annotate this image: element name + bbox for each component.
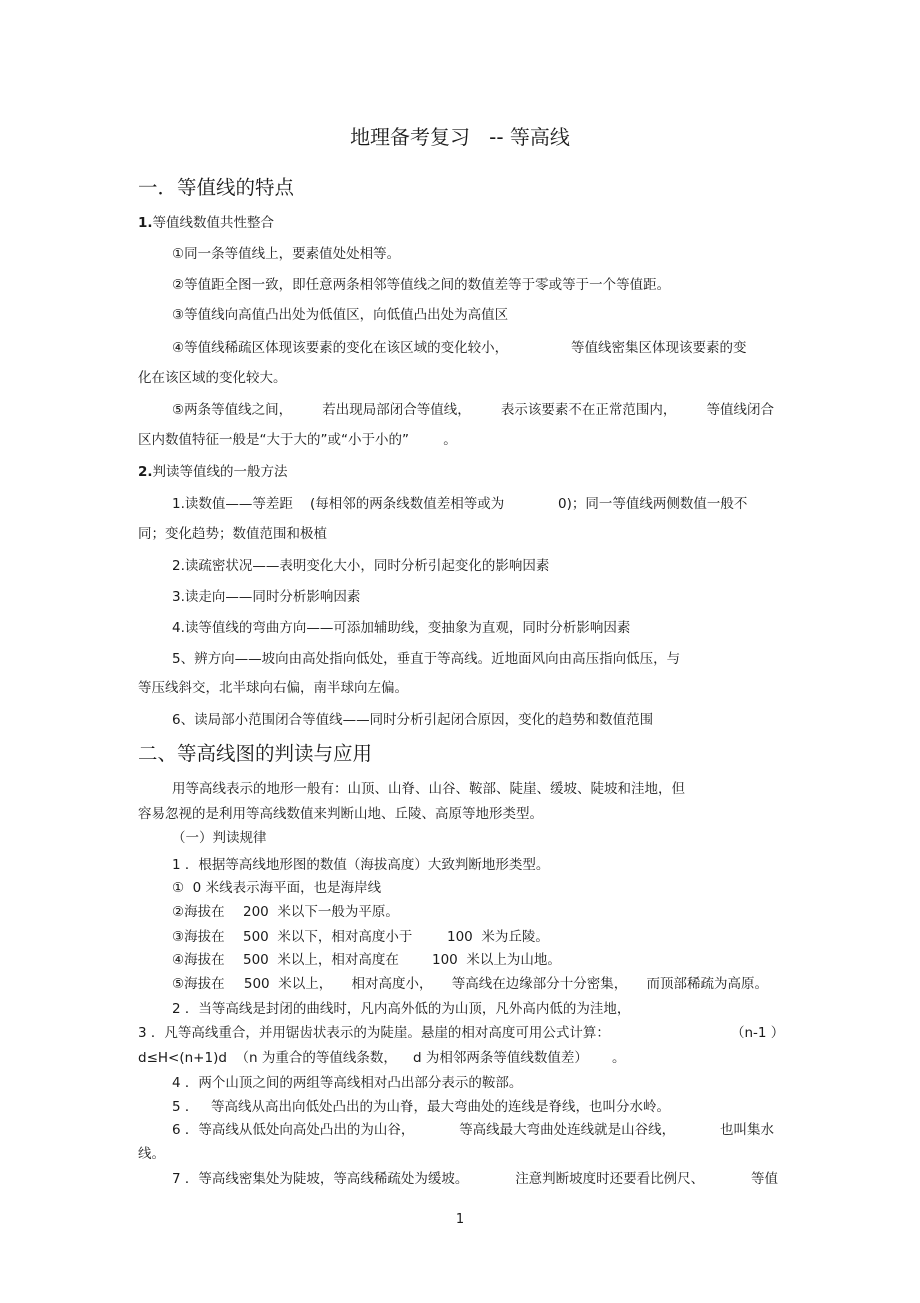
text-segment: 表示该要素不在正常范围内， [500,402,677,418]
list-item-continuation: 。 [612,1050,626,1066]
list-item: 2 ．当等高线是封闭的曲线时，凡内高外低的为山顶，凡外高内低的为洼地， [172,1001,631,1017]
list-item-continuation: 500 米以下，相对高度小于 [243,929,413,945]
list-item: 2.读疏密状况——表明变化大小，同时分析引起变化的影响因素 [172,558,550,574]
list-item-continuation: 同；变化趋势；数值范围和极植 [138,526,327,542]
list-item-continuation: 200 米以下一般为平原。 [243,904,399,920]
list-item: 5、辨方向——坡向由高处指向低处，垂直于等高线。近地面风向由高压指向低压，与 [172,651,681,667]
list-item: ②等值距全图一致，即任意两条相邻等值线之间的数值差等于零或等于一个等值距。 [172,277,671,293]
text-segment: 相对高度小， [351,976,433,992]
list-item [172,1121,774,1139]
subheading-1-1 [138,214,274,232]
list-item: ④海拔在 [172,952,225,968]
subheading-number: 2. [138,464,153,480]
list-item: 1.读数值——等差距 (每相邻的两条线数值差相等或为 [172,496,505,512]
list-item: ③海拔在 [172,929,225,945]
text-segment: 等高线最大弯曲处连线就是山谷线， [459,1122,676,1138]
list-item-continuation: 100 米为丘陵。 [447,929,549,945]
text-segment: 500 米以上， [243,976,333,992]
text-segment: 7 ．等高线密集处为陡坡，等高线稀疏处为缓坡。 [172,1171,469,1187]
text-segment: 注意判断坡度时还要看比例尺、 [515,1171,705,1187]
text-segment: 等高线在边缘部分十分密集， [451,976,628,992]
section-heading-1: 一．等值线的特点 [138,176,295,199]
paragraph: 用等高线表示的地形一般有：山顶、山脊、山谷、鞍部、陡崖、缓坡、陡坡和洼地，但 [172,781,685,797]
section-heading-2: 二、等高线图的判读与应用 [138,742,373,765]
document-title: 地理备考复习 -- 等高线 [350,125,570,149]
list-item-continuation: d 为相邻两条等值线数值差） [413,1050,588,1066]
list-item: 1 ．根据等高线地形图的数值（海拔高度）大致判断地形类型。 [172,857,550,873]
text-segment: 等值 [750,1171,778,1187]
list-item: 6、读局部小范围闭合等值线——同时分析引起闭合原因，变化的趋势和数值范围 [172,712,654,728]
list-item [172,401,774,419]
list-item: 4 ．两个山顶之间的两组等高线相对凸出部分表示的鞍部。 [172,1075,523,1091]
text-segment: 若出现局部闭合等值线， [322,402,471,418]
text-segment: 而顶部稀疏为高原。 [646,976,768,992]
paragraph-continuation: 容易忽视的是利用等高线数值来判断山地、丘陵、高原等地形类型。 [138,806,543,822]
list-item: 5 ． [172,1099,199,1115]
list-item: ① 0 米线表示海平面，也是海岸线 [172,880,382,896]
subheading-number: 1. [138,215,153,231]
subheading-text: 判读等值线的一般方法 [152,464,288,480]
list-item: 3.读走向——同时分析影响因素 [172,589,361,605]
list-item: ①同一条等值线上，要素值处处相等。 [172,246,401,262]
list-item-continuation: 等值线密集区体现该要素的变 [571,340,747,356]
subheading-text: 等值线数值共性整合 [152,215,275,231]
list-item-continuation: 等高线从高出向低处凸出的为山脊，最大弯曲处的连线是脊线，也叫分水岭。 [211,1099,670,1115]
list-item-continuation: 化在该区域的变化较大。 [138,370,287,386]
list-item: ②海拔在 [172,904,225,920]
text-segment: ⑤海拔在 [172,976,225,992]
subheading-2-1: （一）判读规律 [172,830,267,846]
list-item-continuation: 等压线斜交，北半球向右偏，南半球向左偏。 [138,680,408,696]
list-item-continuation: d≤H<(n+1)d （n 为重合的等值线条数， [138,1050,397,1066]
list-item-continuation: 线。 [138,1146,165,1162]
list-item: ④等值线稀疏区体现该要素的变化在该区域的变化较小， [172,340,509,356]
list-item-continuation: 500 米以上，相对高度在 [243,952,399,968]
list-item-continuation: 100 米以上为山地。 [432,952,561,968]
list-item: 4.读等值线的弯曲方向——可添加辅助线，变抽象为直观，同时分析影响因素 [172,620,631,636]
list-item-continuation: 区内数值特征一般是“大于大的”或“小于小的” 。 [138,432,457,448]
list-item [172,975,768,993]
text-segment: 也叫集水 [719,1122,774,1138]
list-item-continuation: 0)；同一等值线两侧数值一般不 [558,496,748,512]
list-item-continuation: （n-1 ） [731,1025,785,1041]
page-number: 1 [455,1212,465,1227]
list-item: 3 ．凡等高线重合，并用锯齿状表示的为陡崖。悬崖的相对高度可用公式计算： [138,1025,610,1041]
text-segment: 6 ．等高线从低处向高处凸出的为山谷， [172,1122,415,1138]
text-segment: ⑤两条等值线之间， [172,402,293,418]
subheading-1-2 [138,463,288,481]
list-item: ③等值线向高值凸出处为低值区，向低值凸出处为高值区 [172,307,509,323]
list-item [172,1170,778,1188]
text-segment: 等值线闭合 [706,402,774,418]
